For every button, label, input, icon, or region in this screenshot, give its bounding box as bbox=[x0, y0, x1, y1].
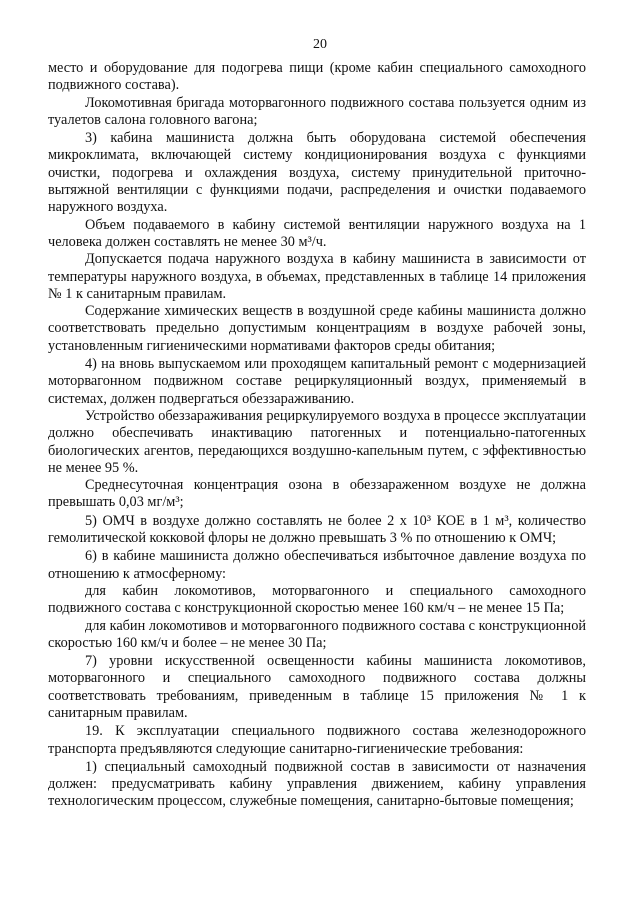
paragraph-ozone: Среднесуточная концентрация озона в обеззараженном воздухе не должна превышать 0,03 мг/м³; bbox=[48, 477, 586, 511]
paragraph-item-4-recirculation: 4) на вновь выпускаемом или проходящем капитальный ремонт с модернизацией моторвагонном подвижном составе рециркуляционный воздух, применяемый в системах, должен подвергаться обеззараживанию. bbox=[48, 356, 586, 407]
paragraph-air-supply: Допускается подача наружного воздуха в кабину машиниста в зависимости от температуры наружного воздуха, в объемах, представленных в таблице 14 приложения № 1 к санитарным правилам. bbox=[48, 251, 586, 302]
page-number: 20 bbox=[313, 37, 327, 52]
paragraph-crew-toilet: Локомотивная бригада моторвагонного подвижного состава пользуется одним из туалетов салона головного вагона; bbox=[48, 94, 586, 128]
paragraph-item-5-omch: 5) ОМЧ в воздухе должно составлять не более 2 х 10³ КОЕ в 1 м³, количество гемолитической кокковой флоры не должно превышать 3 % по отношению к ОМЧ; bbox=[48, 512, 586, 547]
paragraph-pressure-under-160: для кабин локомотивов, моторвагонного и специального самоходного подвижного состава с конструкционной скоростью менее 160 км/ч – не менее 15 Па; bbox=[48, 582, 586, 617]
paragraph-disinfection-device: Устройство обеззараживания рециркулируемого воздуха в процессе эксплуатации должно обеспечивать инактивацию патогенных и потенциально-патогенных биологических агентов, передающихся воздушно-капельным путем, с эффективностью не менее 95 %. bbox=[48, 407, 586, 476]
paragraph-item-6-pressure: 6) в кабине машиниста должно обеспечиваться избыточное давление воздуха по отношению к атмосферному: bbox=[48, 548, 586, 582]
paragraph-item-3-microclimate: 3) кабина машиниста должна быть оборудована системой обеспечения микроклимата, включающей систему кондиционирования воздуха с функциями очистки, подогрева и охлаждения воздуха, систему принудительной приточно-вытяжной вентиляции с функциями подачи, распределения и очистки подаваемого наружного воздуха. bbox=[48, 130, 586, 216]
document-body bbox=[48, 60, 586, 811]
paragraph-air-volume: Объем подаваемого в кабину системой вентиляции наружного воздуха на 1 человека должен составлять не менее 30 м³/ч. bbox=[48, 216, 586, 250]
paragraph-section-19: 19. К эксплуатации специального подвижного состава железнодорожного транспорта предъявляются следующие санитарно-гигиенические требования: bbox=[48, 723, 586, 757]
paragraph-item-7-lighting: 7) уровни искусственной освещенности кабины машиниста локомотивов, моторвагонного и специального самоходного подвижного состава должны соответствовать требованиям, приведенным в таблице 15 приложения № 1 к санитарным правилам. bbox=[48, 653, 586, 721]
paragraph-item-1-special-rolling-stock: 1) специальный самоходный подвижной состав в зависимости от назначения должен: предусматривать кабину управления движением, кабину управления технологическим процессом, служебные помещения, санитарно-бытовые помещения; bbox=[48, 758, 586, 810]
paragraph-chemicals: Содержание химических веществ в воздушной среде кабины машиниста должно соответствовать предельно допустимым концентрациям в воздухе рабочей зоны, установленным гигиеническими нормативами факторов среды обитания; bbox=[48, 303, 586, 354]
paragraph-pressure-160-plus: для кабин локомотивов и моторвагонного подвижного состава с конструкционной скоростью 160 км/ч и более – не менее 30 Па; bbox=[48, 617, 586, 651]
paragraph-continuation: место и оборудование для подогрева пищи (кроме кабин специального самоходного подвижного состава). bbox=[48, 60, 586, 94]
